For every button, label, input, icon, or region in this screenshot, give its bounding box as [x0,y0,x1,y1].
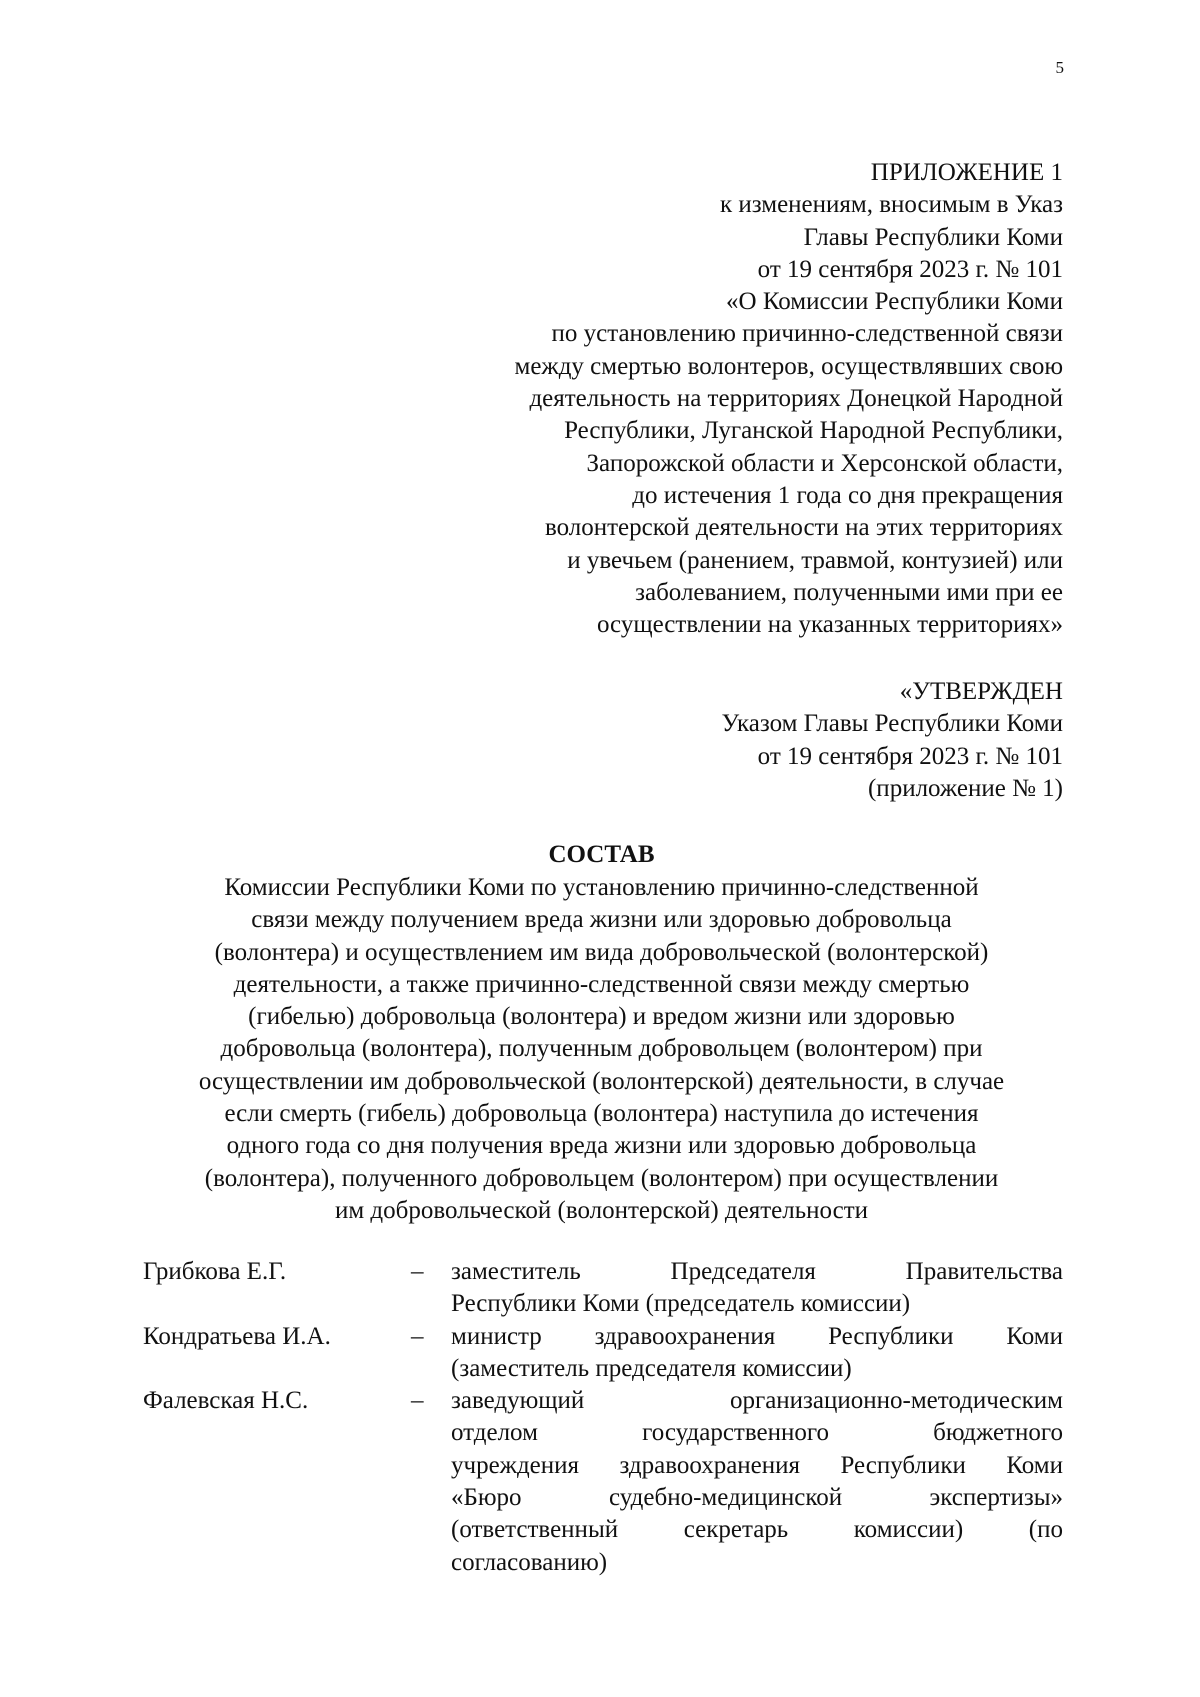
approval-line: Указом Главы Республики Коми [721,710,1063,738]
page-number: 5 [1055,58,1064,77]
attachment-line: ПРИЛОЖЕНИЕ 1 [870,159,1063,186]
member-dash: – [411,1387,424,1415]
subtitle-line: (гибелью) добровольца (волонтера) и вредом жизни или здоровью [248,1003,955,1031]
role-line: учреждения здравоохранения Республики Коми [451,1451,1063,1479]
member-row [143,1256,1063,1321]
subtitle-line: (волонтера), полученного добровольцем (волонтером) при осуществлении [204,1164,999,1192]
subtitle-line: (волонтера) и осуществлением им вида добровольческой (волонтерской) [214,938,989,966]
subtitle-line: связи между получением вреда жизни или здоровью добровольца [251,906,952,934]
role-line: заведующий организационно-методическим [451,1387,1063,1415]
subtitle-line: им добровольческой (волонтерской) деятельности [334,1196,869,1224]
member-row [143,1385,1063,1579]
role-line: Республики Коми (председатель комиссии) [451,1290,911,1318]
attachment-line: деятельность на территориях Донецкой Народной [529,385,1063,413]
member-dash: – [411,1258,424,1285]
attachment-line: до истечения 1 года со дня прекращения [632,481,1063,509]
role-line: отделом государственного бюджетного [451,1419,1063,1447]
approval-line: «УТВЕРЖДЕН [899,678,1063,705]
member-row [143,1321,1063,1386]
attachment-line: заболеванием, полученными ими при ее [635,578,1063,606]
member-name: Грибкова Е.Г. [143,1258,287,1285]
attachment-line: осуществлении на указанных территориях» [596,611,1063,639]
member-list [143,1256,1063,1579]
member-dash: – [411,1322,424,1350]
subtitle-line: деятельности, а также причинно-следственной связи между смертью [233,970,970,998]
attachment-line: Запорожской области и Херсонской области, [586,449,1063,477]
member-role [451,1321,1063,1386]
subtitle-line: осуществлении им добровольческой (волонтерской) деятельности, в случае [198,1067,1005,1095]
role-line: (ответственный секретарь комиссии) (по [451,1516,1063,1544]
approval-line: от 19 сентября 2023 г. № 101 [757,742,1063,770]
attachment-line: волонтерской деятельности на этих территориях [544,514,1063,542]
attachment-line: от 19 сентября 2023 г. № 101 [757,255,1063,283]
attachment-line: и увечьем (ранением, травмой, контузией) или [567,546,1063,574]
approval-stamp [350,676,1063,805]
subtitle-line: если смерть (гибель) добровольца (волонтера) наступила до истечения [224,1100,979,1128]
attachment-line: к изменениям, вносимым в Указ [719,191,1063,219]
member-name: Фалевская Н.С. [143,1387,309,1415]
role-line: согласованию) [451,1548,608,1576]
role-line: заместитель Председателя Правительства [451,1258,1063,1285]
document-subtitle [140,872,1063,1227]
attachment-line: между смертью волонтеров, осуществлявших свою [514,352,1063,380]
attachment-line: Республики, Луганской Народной Республики, [564,417,1063,445]
document-title: СОСТАВ [548,841,655,868]
attachment-line: «О Комиссии Республики Коми [726,288,1063,316]
member-name: Кондратьева И.А. [143,1322,331,1350]
role-line: министр здравоохранения Республики Коми [451,1322,1063,1350]
attachment-line: Главы Республики Коми [803,223,1063,251]
subtitle-line: Комиссии Республики Коми по установлению причинно-следственной [224,874,979,901]
approval-line: (приложение № 1) [867,774,1063,802]
member-role [451,1256,1063,1321]
attachment-header [350,157,1063,641]
role-line: (заместитель председателя комиссии) [451,1354,852,1382]
member-role [451,1385,1063,1579]
subtitle-line: добровольца (волонтера), полученным добровольцем (волонтером) при [220,1035,983,1063]
attachment-line: по установлению причинно-следственной связи [551,320,1063,348]
subtitle-line: одного года со дня получения вреда жизни или здоровью добровольца [226,1132,977,1160]
role-line: «Бюро судебно-медицинской экспертизы» [451,1484,1063,1512]
